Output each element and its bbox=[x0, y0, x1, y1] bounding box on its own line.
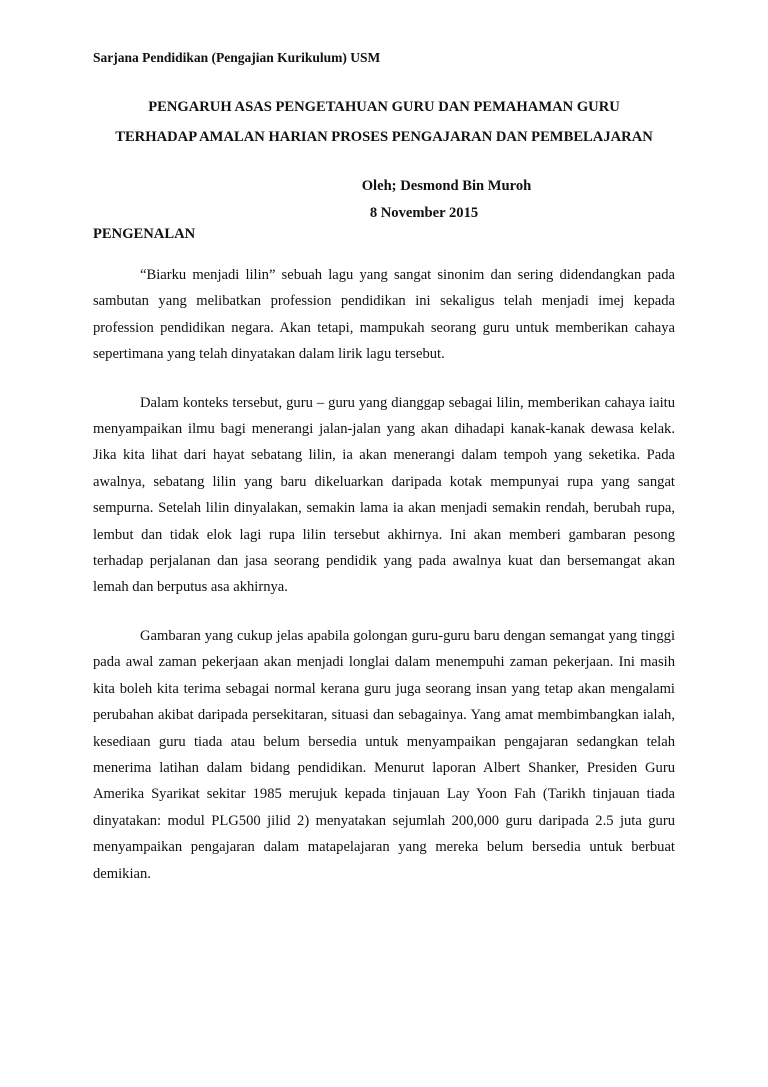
title-line-2: TERHADAP AMALAN HARIAN PROSES PENGAJARAN DAN PEMBELAJARAN bbox=[115, 129, 653, 145]
section-heading: PENGENALAN bbox=[93, 226, 196, 242]
body-text bbox=[93, 262, 675, 909]
date: 8 November 2015 bbox=[369, 205, 479, 221]
byline bbox=[93, 173, 675, 227]
author: Oleh; Desmond Bin Muroh bbox=[361, 178, 532, 194]
document-title bbox=[93, 92, 675, 152]
paragraph-2: Dalam konteks tersebut, guru – guru yang dianggap sebagai lilin, memberikan cahaya iaitu menyampaikan ilmu bagi menerangi jalan-jalan yang akan dihadapi kanak-kanak dewasa kelak. Jika kita lihat dari hayat sebatang lilin, ia akan menerangi dalam tempoh yang seketika. Pada awalnya, sebatang lilin yang baru dikeluarkan daripada kotak mempunyai rupa yang sangat sempurna. Setelah lilin dinyalakan, semakin lama ia akan menjadi semakin rendah, berubah rupa, lembut dan tidak elok lagi rupa lilin tersebut akhirnya. Ini akan memberi gambaran pesong terhadap perjalanan dan jasa seorang pendidik yang pada awalnya kuat dan bersemangat akan lemah dan berputus asa akhirnya. bbox=[93, 394, 675, 596]
running-header: Sarjana Pendidikan (Pengajian Kurikulum) USM bbox=[93, 50, 381, 65]
title-line-1: PENGARUH ASAS PENGETAHUAN GURU DAN PEMAHAMAN GURU bbox=[148, 99, 620, 115]
paragraph-1: “Biarku menjadi lilin” sebuah lagu yang sangat sinonim dan sering didendangkan pada sambutan yang melibatkan profession pendidikan ini sekaligus telah menjadi imej kepada profession pendidikan negara. Akan tetapi, mampukah seorang guru untuk memberikan cahaya sepertimana yang telah dinyatakan dalam lirik lagu tersebut. bbox=[93, 267, 675, 363]
paragraph-3: Gambaran yang cukup jelas apabila golongan guru-guru baru dengan semangat yang tinggi pada awal zaman pekerjaan akan menjadi longlai dalam menempuhi zaman pekerjaan. Ini masih kita boleh kita terima sebagai normal kerana guru juga seorang insan yang tetap akan mengalami perubahan akibat daripada persekitaran, situasi dan sebagainya. Yang amat membimbangkan ialah, kesediaan guru tiada atau belum bersedia untuk menyampaikan pengajaran sedangkan telah menerima latihan dalam bidang pendidikan. Menurut laporan Albert Shanker, Presiden Guru Amerika Syarikat sekitar 1985 merujuk kepada tinjauan Lay Yoon Fah (Tarikh tinjauan tiada dinyatakan: modul PLG500 jilid 2) menyatakan sejumlah 200,000 guru daripada 2.5 juta guru menyampaikan pengajaran dalam matapelajaran yang mereka belum bersedia untuk berbuat demikian. bbox=[93, 627, 675, 882]
